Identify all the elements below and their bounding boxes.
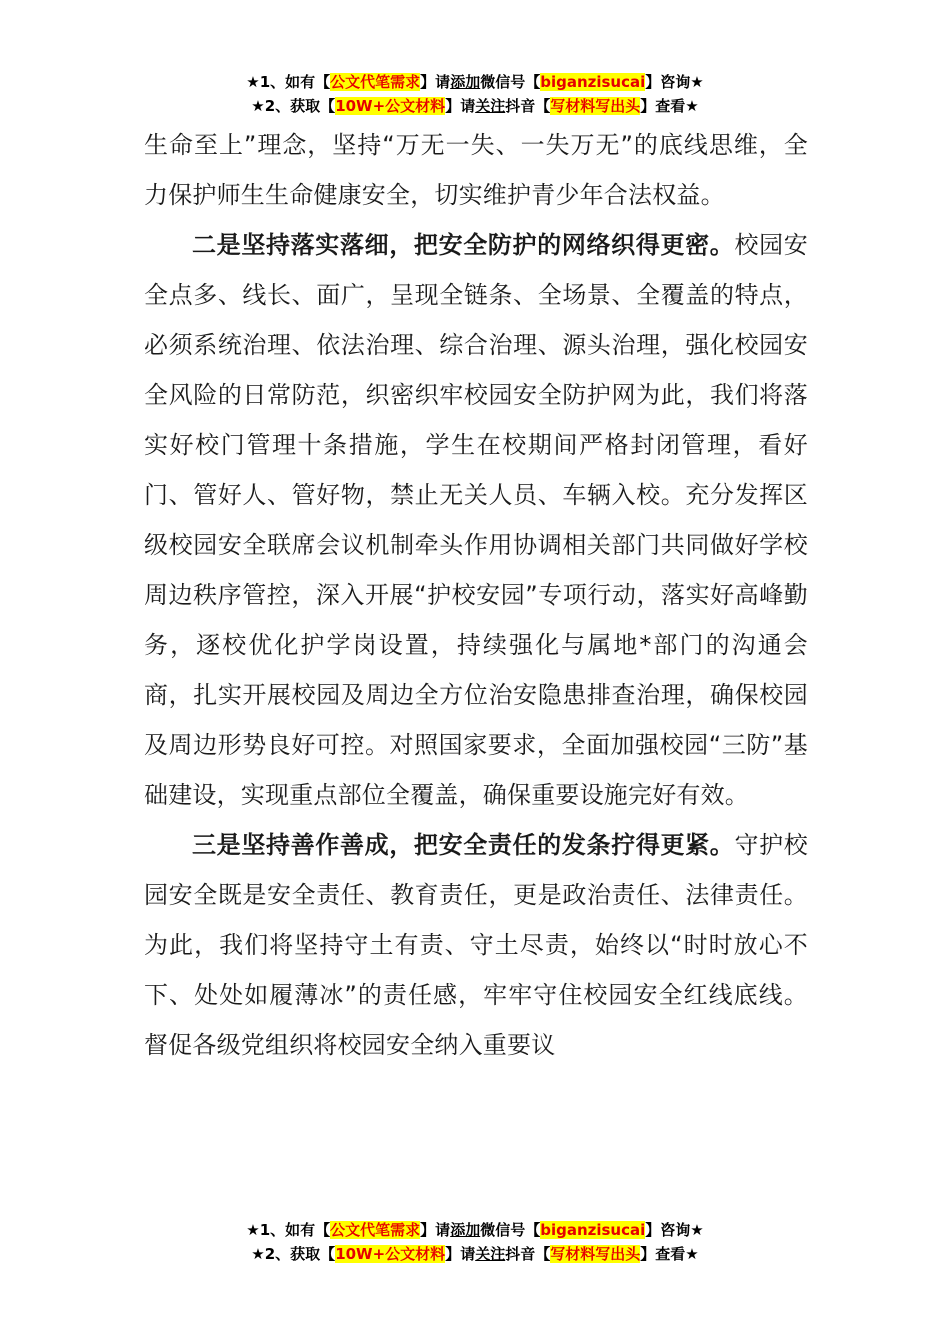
banner-highlight: 写材料写出头 xyxy=(550,97,641,115)
footer-banner xyxy=(0,1218,950,1266)
banner-text: 抖音【 xyxy=(505,97,551,115)
banner-text: ★1、如有【 xyxy=(246,73,331,91)
banner-highlight: 10W+公文材料 xyxy=(335,1245,446,1263)
banner-emphasis: 关注 xyxy=(475,1245,506,1263)
banner-text: 】请 xyxy=(420,1221,451,1239)
paragraph-three xyxy=(144,820,808,1070)
banner-text: 微信号【 xyxy=(480,1221,541,1239)
header-banner xyxy=(0,70,950,118)
banner-emphasis: 添加 xyxy=(450,1221,481,1239)
banner-line-1 xyxy=(0,1218,950,1242)
paragraph-continuation xyxy=(144,120,808,220)
paragraph-text: 校园安全点多、线长、面广，呈现全链条、全场景、全覆盖的特点，必须系统治理、依法治理、综合治理、源头治理，强化校园安全风险的日常防范，织密织牢校园安全防护网为此，我们将落实好校门管理十条措施，学生在校期间严格封闭管理，看好门、管好人、管好物，禁止无关人员、车辆入校。充分发挥区级校园安全联席会议机制牵头作用协调相关部门共同做好学校周边秩序管控，深入开展“护校安园”专项行动，落实好高峰勤务，逐校优化护学岗设置，持续强化与属地*部门的沟通会商，扎实开展校园及周边全方位治安隐患排查治理，确保校园及周边形势良好可控。对照国家要求，全面加强校园“三防”基础建设，实现重点部位全覆盖，确保重要设施完好有效。 xyxy=(144,231,808,809)
banner-highlight: 公文代笔需求 xyxy=(330,73,421,91)
paragraph-lead: 三是坚持善作善成，把安全责任的发条拧得更紧。 xyxy=(192,831,735,859)
banner-text: ★1、如有【 xyxy=(246,1221,331,1239)
banner-highlight: 写材料写出头 xyxy=(550,1245,641,1263)
paragraph-text: 守护校园安全既是安全责任、教育责任，更是政治责任、法律责任。为此，我们将坚持守土有责、守土尽责，始终以“时时放心不下、处处如履薄冰”的责任感，牢牢守住校园安全红线底线。督促各级党组织将校园安全纳入重要议 xyxy=(144,831,808,1059)
banner-emphasis: 添加 xyxy=(450,73,481,91)
banner-text: ★2、获取【 xyxy=(251,97,336,115)
banner-text: 】请 xyxy=(445,97,476,115)
paragraph-text: 生命至上”理念，坚持“万无一失、一失万无”的底线思维，全力保护师生生命健康安全，切实维护青少年合法权益。 xyxy=(144,131,808,209)
banner-line-2 xyxy=(0,94,950,118)
banner-text: ★2、获取【 xyxy=(251,1245,336,1263)
banner-text: 】咨询★ xyxy=(645,1221,704,1239)
paragraph-two xyxy=(144,220,808,820)
banner-text: 】查看★ xyxy=(640,1245,699,1263)
banner-text: 微信号【 xyxy=(480,73,541,91)
paragraph-lead: 二是坚持落实落细，把安全防护的网络织得更密。 xyxy=(192,231,735,259)
banner-text: 】请 xyxy=(420,73,451,91)
banner-highlight: 10W+公文材料 xyxy=(335,97,446,115)
banner-text: 】咨询★ xyxy=(645,73,704,91)
banner-line-1 xyxy=(0,70,950,94)
banner-highlight: biganzisucai xyxy=(540,1221,646,1239)
banner-text: 】查看★ xyxy=(640,97,699,115)
banner-text: 抖音【 xyxy=(505,1245,551,1263)
document-body xyxy=(144,120,808,1070)
banner-emphasis: 关注 xyxy=(475,97,506,115)
banner-text: 】请 xyxy=(445,1245,476,1263)
banner-highlight: 公文代笔需求 xyxy=(330,1221,421,1239)
banner-line-2 xyxy=(0,1242,950,1266)
banner-highlight: biganzisucai xyxy=(540,73,646,91)
